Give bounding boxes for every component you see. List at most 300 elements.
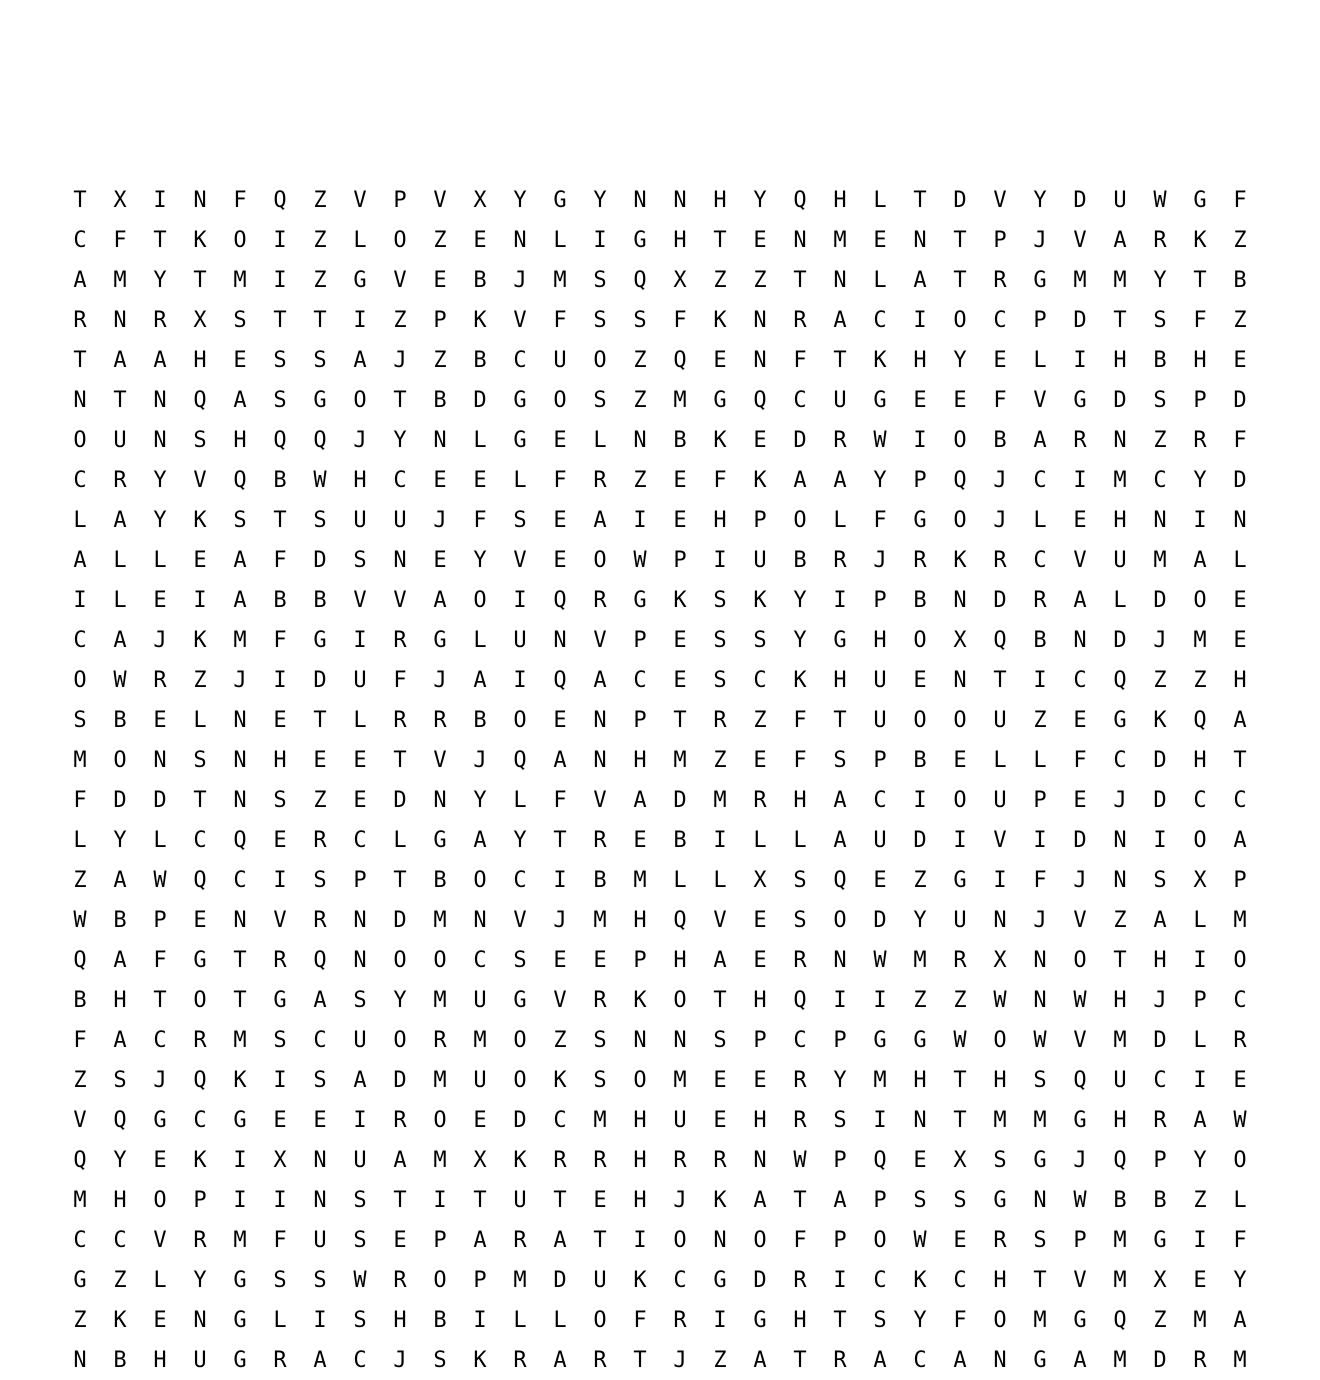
letter-cell[interactable]: I [593,227,607,253]
letter-cell[interactable]: S [713,667,727,693]
letter-cell[interactable]: E [713,1107,727,1133]
letter-cell[interactable]: Z [1153,427,1167,453]
letter-cell[interactable]: Y [873,467,887,493]
letter-cell[interactable]: F [993,387,1007,413]
letter-cell[interactable]: O [473,587,487,613]
letter-cell[interactable]: O [953,507,967,533]
letter-cell[interactable]: T [393,867,407,893]
letter-cell[interactable]: T [273,507,287,533]
letter-cell[interactable]: S [273,1267,287,1293]
letter-cell[interactable]: C [873,787,887,813]
letter-cell[interactable]: E [673,467,687,493]
letter-cell[interactable]: I [873,987,887,1013]
letter-cell[interactable]: K [713,1187,727,1213]
letter-cell[interactable]: C [553,1107,567,1133]
letter-cell[interactable]: M [1113,1347,1127,1373]
letter-cell[interactable]: A [1193,1107,1207,1133]
letter-cell[interactable]: C [193,1107,207,1133]
letter-cell[interactable]: V [593,787,607,813]
letter-cell[interactable]: Z [1233,227,1247,253]
letter-cell[interactable]: Z [913,867,927,893]
letter-cell[interactable]: E [153,707,167,733]
letter-cell[interactable]: O [953,427,967,453]
letter-cell[interactable]: I [153,187,167,213]
letter-cell[interactable]: T [73,347,87,373]
letter-cell[interactable]: Z [713,267,727,293]
letter-cell[interactable]: F [953,1307,967,1333]
letter-cell[interactable]: K [753,587,767,613]
letter-cell[interactable]: R [793,1107,807,1133]
letter-cell[interactable]: B [913,587,927,613]
letter-cell[interactable]: N [593,747,607,773]
letter-cell[interactable]: S [193,427,207,453]
letter-cell[interactable]: H [913,1067,927,1093]
letter-cell[interactable]: C [873,307,887,333]
letter-cell[interactable]: F [553,787,567,813]
letter-cell[interactable]: G [513,427,527,453]
letter-cell[interactable]: O [993,1027,1007,1053]
letter-cell[interactable]: O [433,947,447,973]
letter-cell[interactable]: B [473,347,487,373]
letter-cell[interactable]: O [393,227,407,253]
letter-cell[interactable]: M [73,1187,87,1213]
letter-cell[interactable]: R [193,1027,207,1053]
letter-cell[interactable]: S [233,507,247,533]
letter-cell[interactable]: G [233,1307,247,1333]
letter-cell[interactable]: R [593,1147,607,1173]
letter-cell[interactable]: Y [153,467,167,493]
letter-cell[interactable]: S [713,1027,727,1053]
letter-cell[interactable]: T [793,1187,807,1213]
letter-cell[interactable]: Q [993,627,1007,653]
letter-cell[interactable]: U [553,347,567,373]
letter-cell[interactable]: A [873,1347,887,1373]
letter-cell[interactable]: U [993,707,1007,733]
letter-cell[interactable]: W [353,1267,367,1293]
letter-cell[interactable]: C [153,1027,167,1053]
letter-cell[interactable]: E [633,827,647,853]
letter-cell[interactable]: H [353,467,367,493]
letter-cell[interactable]: J [153,627,167,653]
letter-cell[interactable]: D [1153,787,1167,813]
letter-cell[interactable]: J [393,1347,407,1373]
letter-cell[interactable]: R [593,827,607,853]
letter-cell[interactable]: I [1193,507,1207,533]
letter-cell[interactable]: R [993,547,1007,573]
letter-cell[interactable]: K [193,507,207,533]
letter-cell[interactable]: M [1073,267,1087,293]
letter-cell[interactable]: T [393,747,407,773]
letter-cell[interactable]: O [513,707,527,733]
letter-cell[interactable]: I [833,987,847,1013]
letter-cell[interactable]: E [1233,347,1247,373]
letter-cell[interactable]: E [153,1307,167,1333]
letter-cell[interactable]: G [1033,267,1047,293]
letter-cell[interactable]: E [153,587,167,613]
letter-cell[interactable]: V [153,1227,167,1253]
letter-cell[interactable]: R [673,1307,687,1333]
letter-cell[interactable]: O [433,1107,447,1133]
letter-cell[interactable]: G [513,987,527,1013]
letter-cell[interactable]: I [873,1107,887,1133]
letter-cell[interactable]: L [473,427,487,453]
letter-cell[interactable]: K [233,1067,247,1093]
letter-cell[interactable]: H [1113,507,1127,533]
letter-cell[interactable]: A [553,1227,567,1253]
letter-cell[interactable]: A [833,1187,847,1213]
letter-cell[interactable]: Y [1033,187,1047,213]
letter-cell[interactable]: X [273,1147,287,1173]
letter-cell[interactable]: B [993,427,1007,453]
letter-cell[interactable]: E [1233,587,1247,613]
letter-cell[interactable]: P [353,867,367,893]
letter-cell[interactable]: Q [513,747,527,773]
letter-cell[interactable]: L [113,547,127,573]
letter-cell[interactable]: N [153,387,167,413]
letter-cell[interactable]: S [73,707,87,733]
letter-cell[interactable]: I [993,867,1007,893]
letter-cell[interactable]: G [433,827,447,853]
letter-cell[interactable]: Z [193,667,207,693]
letter-cell[interactable]: O [1073,947,1087,973]
letter-cell[interactable]: I [233,1147,247,1173]
letter-cell[interactable]: S [353,1307,367,1333]
letter-cell[interactable]: Y [753,187,767,213]
letter-cell[interactable]: O [673,987,687,1013]
letter-cell[interactable]: X [753,867,767,893]
letter-cell[interactable]: E [193,907,207,933]
letter-cell[interactable]: V [1073,227,1087,253]
letter-cell[interactable]: O [873,1227,887,1253]
letter-cell[interactable]: M [1113,267,1127,293]
letter-cell[interactable]: S [993,1147,1007,1173]
letter-cell[interactable]: E [673,507,687,533]
letter-cell[interactable]: H [393,1307,407,1333]
letter-cell[interactable]: J [153,1067,167,1093]
letter-cell[interactable]: Z [433,347,447,373]
letter-cell[interactable]: Z [1233,307,1247,333]
letter-cell[interactable]: S [353,987,367,1013]
letter-cell[interactable]: I [273,227,287,253]
letter-cell[interactable]: I [1193,947,1207,973]
letter-cell[interactable]: Q [233,827,247,853]
letter-cell[interactable]: E [753,227,767,253]
letter-cell[interactable]: B [673,827,687,853]
letter-cell[interactable]: D [1073,307,1087,333]
letter-cell[interactable]: A [113,1027,127,1053]
letter-cell[interactable]: I [633,1227,647,1253]
letter-cell[interactable]: G [193,947,207,973]
letter-cell[interactable]: N [993,1347,1007,1373]
letter-cell[interactable]: M [1113,1267,1127,1293]
letter-cell[interactable]: A [233,587,247,613]
letter-cell[interactable]: G [1033,1347,1047,1373]
letter-cell[interactable]: N [313,1147,327,1173]
letter-cell[interactable]: W [913,1227,927,1253]
letter-cell[interactable]: C [73,227,87,253]
letter-cell[interactable]: U [953,907,967,933]
letter-cell[interactable]: O [113,747,127,773]
letter-cell[interactable]: U [353,667,367,693]
letter-cell[interactable]: I [1033,827,1047,853]
letter-cell[interactable]: G [1033,1147,1047,1173]
letter-cell[interactable]: S [313,347,327,373]
letter-cell[interactable]: O [953,707,967,733]
letter-cell[interactable]: A [113,507,127,533]
letter-cell[interactable]: P [153,907,167,933]
letter-cell[interactable]: Z [633,467,647,493]
letter-cell[interactable]: Z [1113,907,1127,933]
letter-cell[interactable]: S [313,1267,327,1293]
letter-cell[interactable]: J [433,667,447,693]
letter-cell[interactable]: E [553,427,567,453]
letter-cell[interactable]: G [273,987,287,1013]
letter-cell[interactable]: N [1153,507,1167,533]
letter-cell[interactable]: L [273,1307,287,1333]
letter-cell[interactable]: C [393,467,407,493]
letter-cell[interactable]: Z [113,1267,127,1293]
letter-cell[interactable]: F [793,747,807,773]
letter-cell[interactable]: Z [713,747,727,773]
letter-cell[interactable]: D [753,1267,767,1293]
letter-cell[interactable]: A [113,867,127,893]
letter-cell[interactable]: A [233,387,247,413]
letter-cell[interactable]: Q [113,1107,127,1133]
letter-cell[interactable]: E [913,667,927,693]
letter-cell[interactable]: B [1033,627,1047,653]
letter-cell[interactable]: R [153,307,167,333]
letter-cell[interactable]: R [393,627,407,653]
letter-cell[interactable]: E [1073,787,1087,813]
letter-cell[interactable]: O [393,947,407,973]
letter-cell[interactable]: G [713,387,727,413]
letter-cell[interactable]: E [873,867,887,893]
letter-cell[interactable]: M [553,267,567,293]
letter-cell[interactable]: E [753,427,767,453]
letter-cell[interactable]: I [273,1067,287,1093]
letter-cell[interactable]: T [1193,267,1207,293]
letter-cell[interactable]: F [873,507,887,533]
letter-cell[interactable]: D [1153,747,1167,773]
letter-cell[interactable]: X [993,947,1007,973]
letter-cell[interactable]: K [713,307,727,333]
letter-cell[interactable]: M [1113,1227,1127,1253]
letter-cell[interactable]: Q [553,587,567,613]
letter-cell[interactable]: P [633,947,647,973]
letter-cell[interactable]: A [113,627,127,653]
letter-cell[interactable]: I [313,1307,327,1333]
letter-cell[interactable]: Z [1193,667,1207,693]
letter-cell[interactable]: R [113,467,127,493]
letter-cell[interactable]: M [1033,1107,1047,1133]
letter-cell[interactable]: E [593,1187,607,1213]
letter-cell[interactable]: G [553,187,567,213]
letter-cell[interactable]: I [1073,347,1087,373]
letter-cell[interactable]: C [993,307,1007,333]
letter-cell[interactable]: T [713,987,727,1013]
letter-cell[interactable]: M [233,1227,247,1253]
letter-cell[interactable]: U [1113,547,1127,573]
letter-cell[interactable]: N [233,747,247,773]
letter-cell[interactable]: J [433,507,447,533]
letter-cell[interactable]: N [913,227,927,253]
letter-cell[interactable]: M [1113,1027,1127,1053]
letter-cell[interactable]: S [1033,1227,1047,1253]
letter-cell[interactable]: Q [1113,1147,1127,1173]
letter-cell[interactable]: N [1033,947,1047,973]
letter-cell[interactable]: M [473,1027,487,1053]
letter-cell[interactable]: B [1113,1187,1127,1213]
letter-cell[interactable]: R [793,1267,807,1293]
letter-cell[interactable]: W [153,867,167,893]
letter-cell[interactable]: R [1153,227,1167,253]
letter-cell[interactable]: E [593,947,607,973]
letter-cell[interactable]: F [1233,1227,1247,1253]
letter-cell[interactable]: K [1193,227,1207,253]
letter-cell[interactable]: A [73,267,87,293]
letter-cell[interactable]: O [593,347,607,373]
letter-cell[interactable]: K [953,547,967,573]
letter-cell[interactable]: L [1033,747,1047,773]
letter-cell[interactable]: O [553,387,567,413]
letter-cell[interactable]: O [73,427,87,453]
letter-cell[interactable]: L [793,827,807,853]
letter-cell[interactable]: U [353,507,367,533]
letter-cell[interactable]: Y [393,987,407,1013]
letter-cell[interactable]: S [1033,1067,1047,1093]
letter-cell[interactable]: P [1073,1227,1087,1253]
letter-cell[interactable]: D [393,1067,407,1093]
letter-cell[interactable]: R [793,1067,807,1093]
letter-cell[interactable]: F [393,667,407,693]
letter-cell[interactable]: F [793,1227,807,1253]
letter-cell[interactable]: Q [873,1147,887,1173]
letter-cell[interactable]: T [193,267,207,293]
letter-cell[interactable]: F [553,307,567,333]
letter-cell[interactable]: X [113,187,127,213]
letter-cell[interactable]: D [793,427,807,453]
letter-cell[interactable]: B [433,867,447,893]
letter-cell[interactable]: B [473,707,487,733]
letter-cell[interactable]: M [513,1267,527,1293]
letter-cell[interactable]: L [1113,587,1127,613]
letter-cell[interactable]: J [513,267,527,293]
letter-cell[interactable]: L [473,627,487,653]
letter-cell[interactable]: N [753,1147,767,1173]
letter-cell[interactable]: O [513,1067,527,1093]
letter-cell[interactable]: H [753,987,767,1013]
letter-cell[interactable]: B [273,467,287,493]
letter-cell[interactable]: H [193,347,207,373]
letter-cell[interactable]: R [313,827,327,853]
letter-cell[interactable]: E [953,1227,967,1253]
letter-cell[interactable]: E [553,507,567,533]
letter-cell[interactable]: Y [513,187,527,213]
letter-cell[interactable]: E [433,267,447,293]
letter-cell[interactable]: A [233,547,247,573]
letter-cell[interactable]: B [1153,1187,1167,1213]
letter-cell[interactable]: E [913,387,927,413]
letter-cell[interactable]: R [753,787,767,813]
letter-cell[interactable]: N [753,307,767,333]
letter-cell[interactable]: K [193,1147,207,1173]
letter-cell[interactable]: O [513,1027,527,1053]
letter-cell[interactable]: D [1073,827,1087,853]
letter-cell[interactable]: S [833,1107,847,1133]
letter-cell[interactable]: Q [1073,1067,1087,1093]
letter-cell[interactable]: B [273,587,287,613]
letter-cell[interactable]: I [953,827,967,853]
letter-cell[interactable]: M [673,387,687,413]
letter-cell[interactable]: J [1073,1147,1087,1173]
letter-cell[interactable]: S [593,387,607,413]
letter-cell[interactable]: P [473,1267,487,1293]
letter-cell[interactable]: T [913,187,927,213]
letter-cell[interactable]: A [593,667,607,693]
letter-cell[interactable]: G [1073,1307,1087,1333]
letter-cell[interactable]: Q [273,187,287,213]
letter-cell[interactable]: N [113,307,127,333]
letter-cell[interactable]: I [433,1187,447,1213]
letter-cell[interactable]: E [353,747,367,773]
letter-cell[interactable]: D [513,1107,527,1133]
letter-cell[interactable]: D [1153,1347,1167,1373]
letter-cell[interactable]: F [113,227,127,253]
letter-cell[interactable]: Q [673,907,687,933]
letter-cell[interactable]: H [833,667,847,693]
letter-cell[interactable]: O [1233,947,1247,973]
letter-cell[interactable]: L [513,1307,527,1333]
letter-cell[interactable]: L [593,427,607,453]
letter-cell[interactable]: T [633,1347,647,1373]
letter-cell[interactable]: M [433,987,447,1013]
letter-cell[interactable]: J [993,507,1007,533]
letter-cell[interactable]: E [993,347,1007,373]
letter-cell[interactable]: Q [793,187,807,213]
letter-cell[interactable]: K [913,1267,927,1293]
letter-cell[interactable]: L [193,707,207,733]
letter-cell[interactable]: W [313,467,327,493]
letter-cell[interactable]: J [553,907,567,933]
letter-cell[interactable]: H [673,227,687,253]
letter-cell[interactable]: K [633,987,647,1013]
letter-cell[interactable]: K [113,1307,127,1333]
letter-cell[interactable]: N [153,427,167,453]
letter-cell[interactable]: V [433,187,447,213]
letter-cell[interactable]: C [353,1347,367,1373]
letter-cell[interactable]: M [433,1067,447,1093]
letter-cell[interactable]: E [473,1107,487,1133]
letter-cell[interactable]: P [753,1027,767,1053]
letter-cell[interactable]: E [713,347,727,373]
letter-cell[interactable]: P [873,747,887,773]
letter-cell[interactable]: M [673,747,687,773]
letter-cell[interactable]: O [953,307,967,333]
letter-cell[interactable]: D [1113,387,1127,413]
letter-cell[interactable]: Z [553,1027,567,1053]
letter-cell[interactable]: N [433,787,447,813]
letter-cell[interactable]: O [953,787,967,813]
letter-cell[interactable]: H [793,787,807,813]
letter-cell[interactable]: Y [153,507,167,533]
letter-cell[interactable]: N [193,187,207,213]
letter-cell[interactable]: Q [633,267,647,293]
letter-cell[interactable]: C [1153,1067,1167,1093]
letter-cell[interactable]: Z [313,187,327,213]
letter-cell[interactable]: N [1073,627,1087,653]
letter-cell[interactable]: J [1153,987,1167,1013]
letter-cell[interactable]: Z [1153,667,1167,693]
